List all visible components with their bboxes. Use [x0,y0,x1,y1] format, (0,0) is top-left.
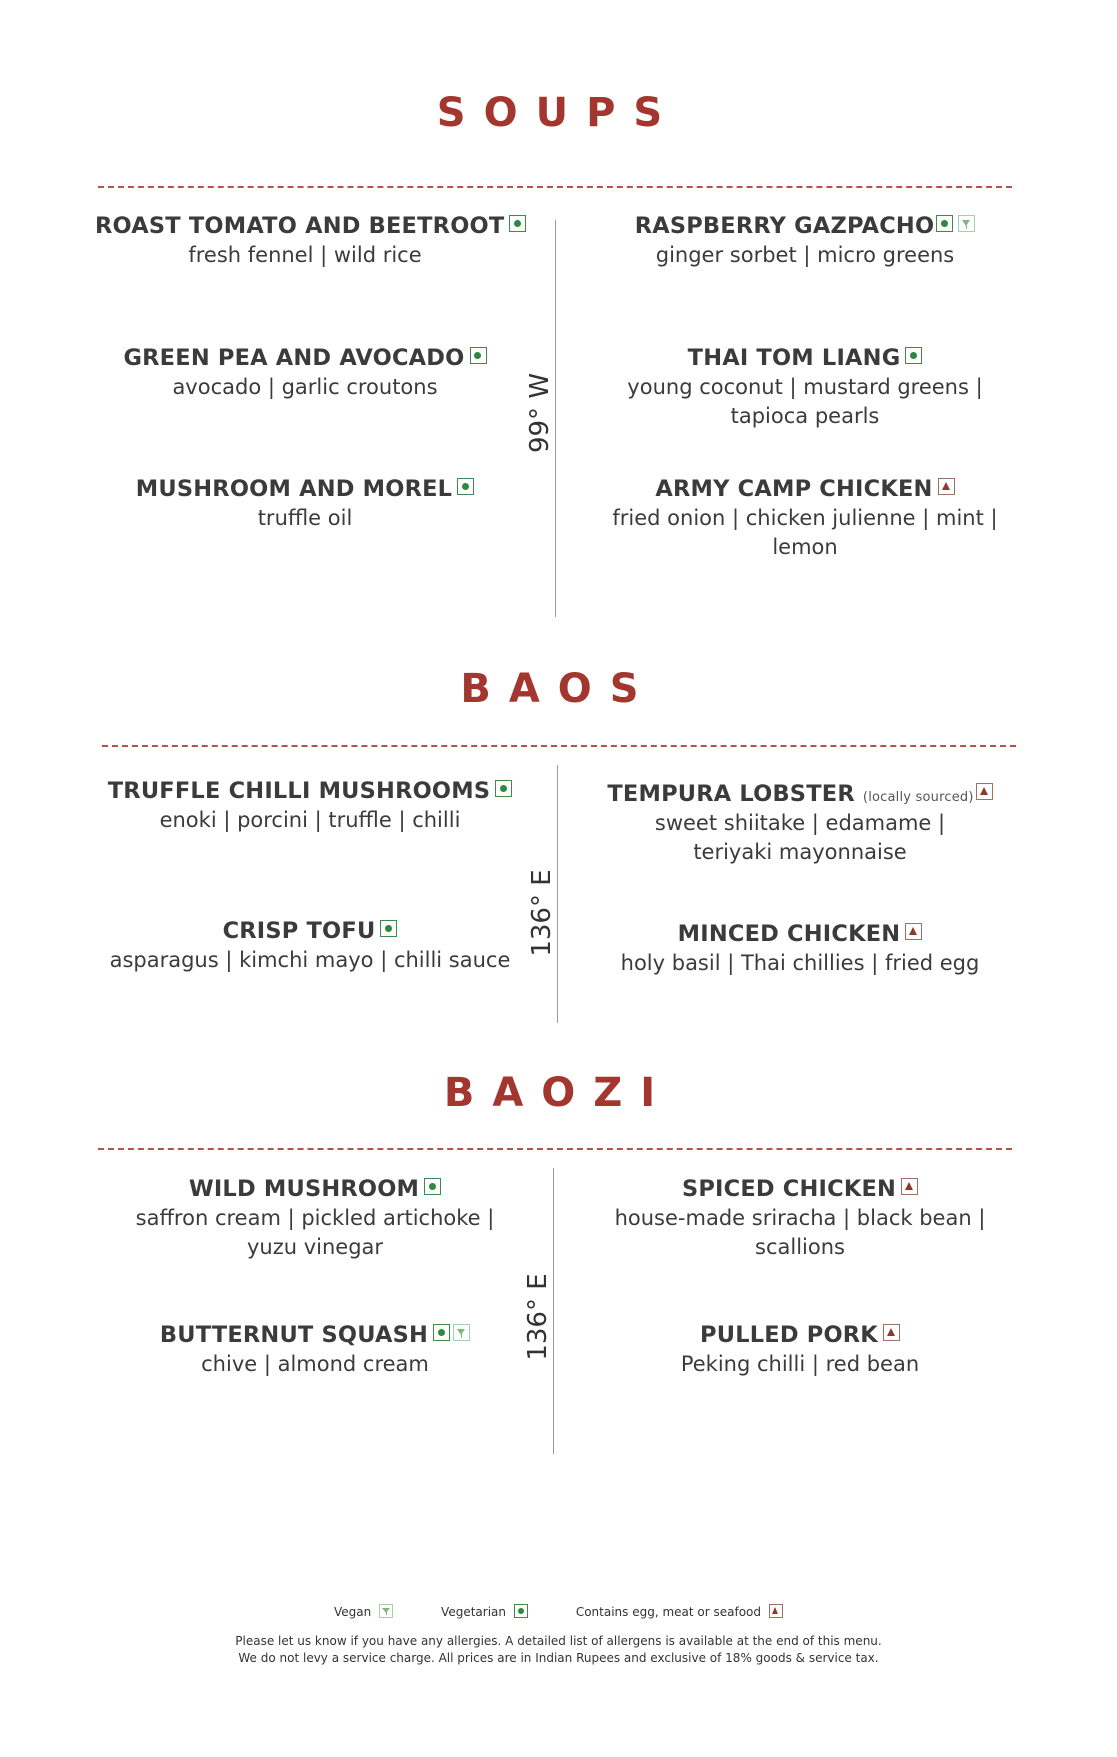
vegetarian-icon [457,478,474,495]
longitude-label: 136° E [523,1273,553,1361]
meat-icon [938,478,955,495]
dish-name: MUSHROOM AND MOREL [135,476,453,502]
vegetarian-icon [424,1178,441,1195]
menu-item [95,476,515,533]
allergy-note: Please let us know if you have any allergies. A detailed list of allergens is available at the end of this menu. [235,1634,882,1648]
section-title-soups: SOUPS [436,90,681,136]
dish-description: avocado | garlic croutons [172,375,438,399]
dish-name: THAI TOM LIANG [687,345,901,371]
meat-icon [901,1178,918,1195]
dish-description: truffle oil [257,506,353,530]
vegan-icon [453,1324,470,1341]
vegetarian-icon [905,347,922,364]
dish-name: CRISP TOFU [222,918,376,944]
dietary-legend [0,1604,1117,1619]
meat-icon [883,1324,900,1341]
menu-item [100,778,520,835]
menu-item [105,1322,525,1379]
meat-icon [905,923,922,940]
menu-item [580,781,1020,867]
dish-description: tapioca pearls [730,404,880,428]
dish-name: TRUFFLE CHILLI MUSHROOMS [107,778,491,804]
menu-item [95,345,515,402]
meat-icon [769,1604,783,1618]
section-divider [98,186,1012,188]
menu-item [575,1322,1025,1379]
legend-vegan [334,1604,393,1619]
column-divider [555,220,556,617]
dish-name: PULLED PORK [700,1322,878,1348]
dish-name: ROAST TOMATO AND BEETROOT [95,213,505,239]
longitude-label: 99° W [525,372,555,454]
tax-note: We do not levy a service charge. All prices are in Indian Rupees and exclusive of 18% goods & service tax. [238,1651,879,1665]
menu-item [585,213,1025,270]
vegetarian-icon [936,215,953,232]
dish-description: fried onion | chicken julienne | mint | lemon [612,506,998,559]
legend-label: Vegan [333,1605,372,1619]
section-divider [98,1148,1012,1150]
menu-item [105,1176,525,1262]
dish-name: MINCED CHICKEN [677,921,901,947]
legend-label: Vegetarian [441,1605,506,1619]
dish-name: TEMPURA LOBSTER [607,781,855,807]
longitude-label: 136° E [527,869,557,957]
menu-item [585,476,1025,562]
vegetarian-icon [495,780,512,797]
vegetarian-icon [380,920,397,937]
dish-description: sweet shiitake | edamame | [654,811,946,835]
menu-item [100,918,520,975]
dish-description: fresh fennel | wild rice [188,243,422,267]
legend-label: Contains egg, meat or seafood [575,1605,762,1619]
column-divider [557,765,558,1023]
vegetarian-icon [514,1604,528,1618]
dish-description: house-made sriracha | black bean | scallions [614,1206,986,1259]
dish-name: RASPBERRY GAZPACHO [634,213,935,239]
dish-name: GREEN PEA AND AVOCADO [123,345,465,371]
dish-description: teriyaki mayonnaise [693,840,907,864]
dish-name: SPICED CHICKEN [681,1176,897,1202]
dish-description: chive | almond cream [201,1352,429,1376]
vegetarian-icon [470,347,487,364]
menu-item [575,1176,1025,1262]
dish-description: Peking chilli | red bean [680,1352,920,1376]
vegan-icon [379,1604,393,1618]
dish-description: young coconut | mustard greens | [627,375,983,399]
dish-description: yuzu vinegar [246,1235,384,1259]
dish-description: asparagus | kimchi mayo | chilli sauce [109,948,511,972]
dish-description: enoki | porcini | truffle | chilli [159,808,461,832]
sourcing-note: (locally sourced) [862,790,974,805]
meat-icon [976,783,993,800]
vegetarian-icon [509,215,526,232]
dish-name: WILD MUSHROOM [188,1176,420,1202]
menu-item [585,345,1025,431]
section-title-baos: BAOS [460,666,657,712]
vegetarian-icon [433,1324,450,1341]
menu-item [580,921,1020,978]
column-divider [553,1168,554,1454]
legend-meat [576,1604,783,1619]
legend-vegetarian [441,1604,528,1619]
dish-name: ARMY CAMP CHICKEN [655,476,933,502]
menu-item [95,213,515,270]
dish-description: holy basil | Thai chillies | fried egg [620,951,980,975]
dish-description: saffron cream | pickled artichoke | [135,1206,495,1230]
dish-name: BUTTERNUT SQUASH [159,1322,429,1348]
section-divider [102,745,1016,747]
vegan-icon [958,215,975,232]
section-title-baozi: BAOZI [443,1070,674,1116]
dish-description: ginger sorbet | micro greens [655,243,955,267]
